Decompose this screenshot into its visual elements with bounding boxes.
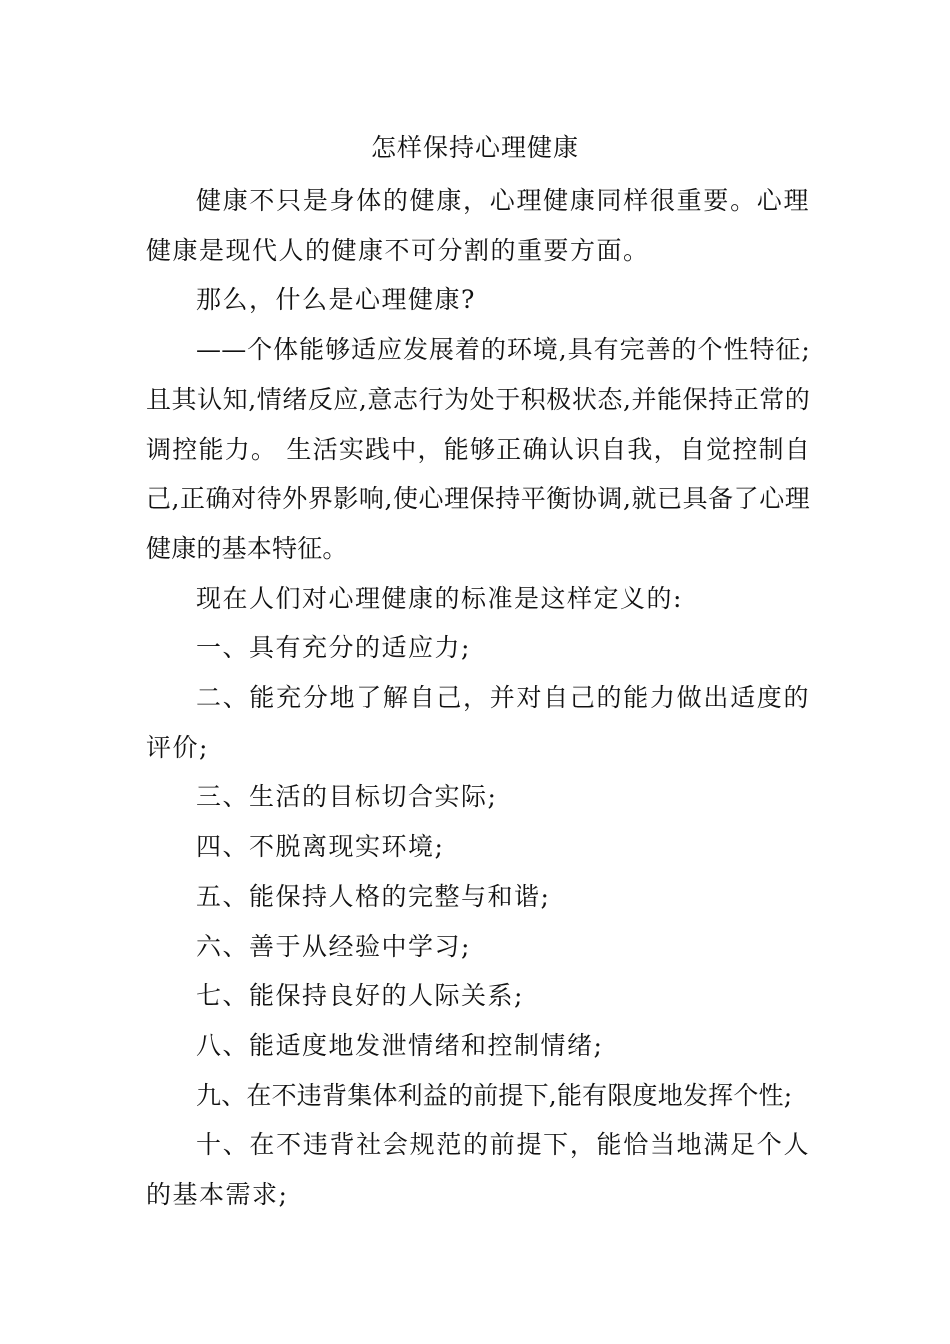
paragraph-question: 那么，什么是心理健康? <box>196 285 476 315</box>
list-item-9: 九、在不违背集体利益的前提下,能有限度地发挥个性; <box>196 1080 793 1110</box>
list-item-3: 三、生活的目标切合实际; <box>196 782 498 812</box>
list-item-8: 八、能适度地发泄情绪和控制情绪; <box>196 1030 604 1060</box>
list-item-6: 六、善于从经验中学习; <box>196 931 471 961</box>
paragraph-definition: ——个体能够适应发展着的环境,具有完善的个性特征;且其认知,情绪反应,意志行为处于积极状态,并能保持正常的调控能力。 生活实践中，能够正确认识自我，自觉控制自己,正确对待外界影响,使心理保持平衡协调,就已具备了心理健康的基本特征。 <box>146 335 810 563</box>
list-item-7: 七、能保持良好的人际关系; <box>196 981 524 1011</box>
paragraph-standards-intro: 现在人们对心理健康的标准是这样定义的: <box>196 583 683 613</box>
page-title: 怎样保持心理健康 <box>370 133 579 162</box>
list-item-4: 四、不脱离现实环境; <box>196 832 445 862</box>
list-item-5: 五、能保持人格的完整与和谐; <box>196 881 551 911</box>
document-body <box>146 176 810 1220</box>
list-item-10: 十、在不违背社会规范的前提下，能恰当地满足个人的基本需求; <box>146 1130 810 1210</box>
list-item-2: 二、能充分地了解自己，并对自己的能力做出适度的评价; <box>146 683 810 762</box>
list-item-1: 一、具有充分的适应力; <box>196 633 471 663</box>
paragraph-intro: 健康不只是身体的健康，心理健康同样很重要。心理健康是现代人的健康不可分割的重要方面。 <box>146 186 810 265</box>
